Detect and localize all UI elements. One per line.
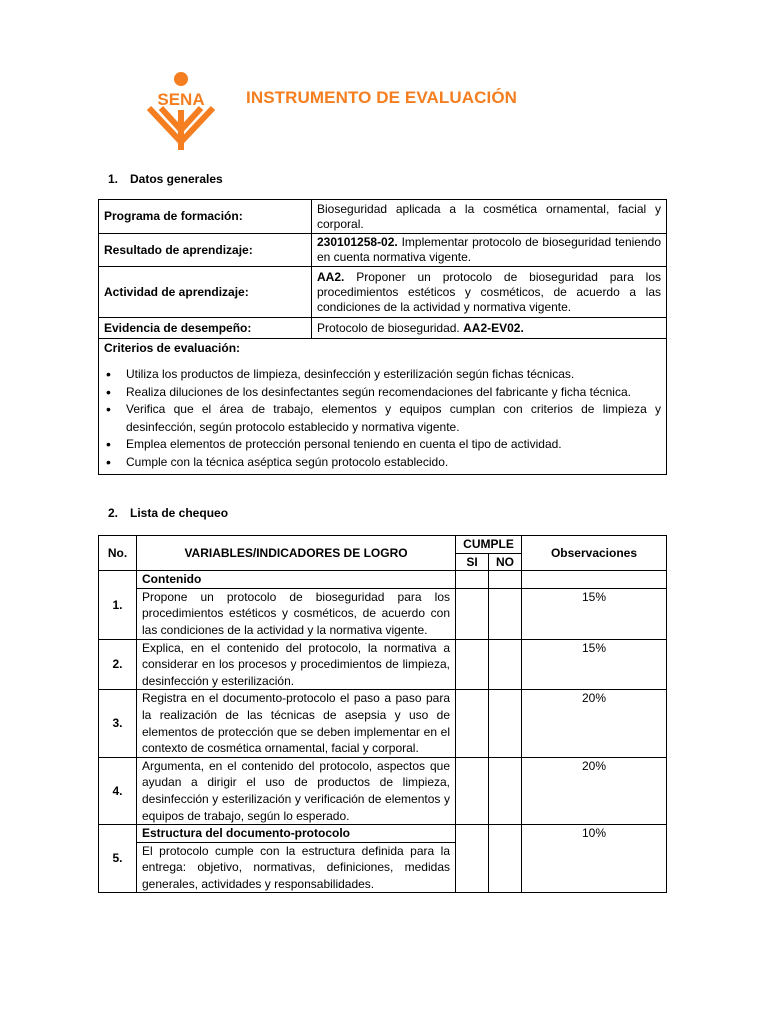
row-value — [312, 267, 667, 318]
observation-cell — [522, 571, 667, 589]
check-no[interactable] — [489, 690, 522, 757]
row-number: 1. — [99, 571, 137, 639]
result-code: 230101258-02. — [317, 235, 398, 249]
table-row — [99, 267, 667, 318]
check-si[interactable] — [456, 825, 489, 893]
activity-text: Proponer un protocolo de bioseguridad para los procedimientos estéticos y cosméticos, de acuerdo a las condiciones de la actividad y normativa vigente. — [317, 269, 661, 314]
checklist-table — [98, 535, 667, 893]
indicator-text: Propone un protocolo de bioseguridad para los procedimientos estéticos y cosméticos, de acuerdo con las condiciones de la actividad y la normativa vigente. — [137, 588, 456, 639]
document-title: INSTRUMENTO DE EVALUACIÓN — [246, 88, 518, 107]
row-label: Evidencia de desempeño: — [99, 318, 312, 339]
table-row — [99, 639, 667, 690]
list-item: • Realiza diluciones de los desinfectantes según recomendaciones del fabricante y ficha técnica. — [104, 384, 661, 402]
table-header-row — [99, 536, 667, 554]
row-value — [312, 318, 667, 339]
group-row — [99, 571, 667, 589]
check-no[interactable] — [489, 588, 522, 639]
criteria-list — [104, 366, 661, 471]
evidence-code: AA2-EV02. — [463, 320, 524, 335]
section-2-heading — [108, 506, 228, 520]
section-title: Lista de chequeo — [130, 506, 229, 520]
row-value: Bioseguridad aplicada a la cosmética ornamental, facial y corporal. — [312, 200, 667, 234]
section-number: 1. — [108, 172, 119, 186]
table-row — [99, 234, 667, 267]
row-value — [312, 234, 667, 267]
list-item: • Utiliza los productos de limpieza, desinfección y esterilización según fichas técnicas. — [104, 366, 661, 384]
check-no[interactable] — [489, 571, 522, 589]
table-row — [99, 339, 667, 475]
observation-cell: 20% — [522, 690, 667, 757]
check-no[interactable] — [489, 825, 522, 893]
row-number: 3. — [99, 690, 137, 757]
table-row — [99, 757, 667, 824]
list-item: • Emplea elementos de protección personal teniendo en cuenta el tipo de actividad. — [104, 436, 661, 454]
check-si[interactable] — [456, 690, 489, 757]
row-label: Programa de formación: — [99, 200, 312, 234]
indicator-text: Argumenta, en el contenido del protocolo, aspectos que ayudan a dirigir el uso de productos de limpieza, desinfección y esterilización y verificación de elementos y equipos de trabajo, según lo esperado. — [137, 757, 456, 824]
section-1-heading — [108, 172, 223, 186]
general-data-table — [98, 199, 667, 475]
table-row — [99, 318, 667, 339]
check-si[interactable] — [456, 571, 489, 589]
criteria-cell — [99, 339, 667, 475]
check-si[interactable] — [456, 639, 489, 690]
observation-cell: 15% — [522, 588, 667, 639]
activity-code: AA2. — [317, 269, 345, 284]
header-variables: VARIABLES/INDICADORES DE LOGRO — [137, 536, 456, 571]
header-si: SI — [456, 553, 489, 571]
header-no-col: NO — [489, 553, 522, 571]
table-row — [99, 690, 667, 757]
check-si[interactable] — [456, 757, 489, 824]
group-label-contenido: Contenido — [137, 571, 456, 589]
check-no[interactable] — [489, 639, 522, 690]
section-number: 2. — [108, 506, 119, 520]
list-item: • Verifica que el área de trabajo, elementos y equipos cumplan con criterios de limpieza y desinfección, según protocolo establecido y normativa vigente. — [104, 401, 661, 436]
section-title: Datos generales — [130, 172, 223, 186]
list-item: • Cumple con la técnica aséptica según protocolo establecido. — [104, 454, 661, 472]
observation-cell: 20% — [522, 757, 667, 824]
row-number: 4. — [99, 757, 137, 824]
table-row — [99, 200, 667, 234]
group-row — [99, 825, 667, 843]
group-label-estructura: Estructura del documento-protocolo — [137, 825, 456, 843]
evidence-text: Protocolo de bioseguridad. — [317, 320, 464, 335]
row-number: 5. — [99, 825, 137, 893]
observation-cell: 10% — [522, 825, 667, 893]
indicator-text: Explica, en el contenido del protocolo, la normativa a considerar en los procesos y procedimientos de limpieza, desinfección y esterilización. — [137, 639, 456, 690]
result-text: Implementar protocolo de bioseguridad teniendo en cuenta normativa vigente. — [317, 235, 661, 264]
row-label: Resultado de aprendizaje: — [99, 234, 312, 267]
check-no[interactable] — [489, 757, 522, 824]
indicator-text: El protocolo cumple con la estructura definida para la entrega: objetivo, normativas, definiciones, medidas generales, actividades y responsabilidades. — [137, 842, 456, 893]
sena-logo — [143, 72, 219, 150]
svg-text:SENA: SENA — [157, 90, 205, 109]
observation-cell: 15% — [522, 639, 667, 690]
row-label: Actividad de aprendizaje: — [99, 267, 312, 318]
check-si[interactable] — [456, 588, 489, 639]
header-no: No. — [99, 536, 137, 571]
header-observaciones: Observaciones — [522, 536, 667, 571]
table-row — [99, 588, 667, 639]
indicator-text: Registra en el documento-protocolo el paso a paso para la realización de las técnicas de asepsia y uso de elementos de protección que se deben implementar en el contexto de cosmética ornamental, facial y corporal. — [137, 690, 456, 757]
criteria-title: Criterios de evaluación: — [104, 341, 241, 355]
row-number: 2. — [99, 639, 137, 690]
header-cumple: CUMPLE — [456, 536, 522, 554]
